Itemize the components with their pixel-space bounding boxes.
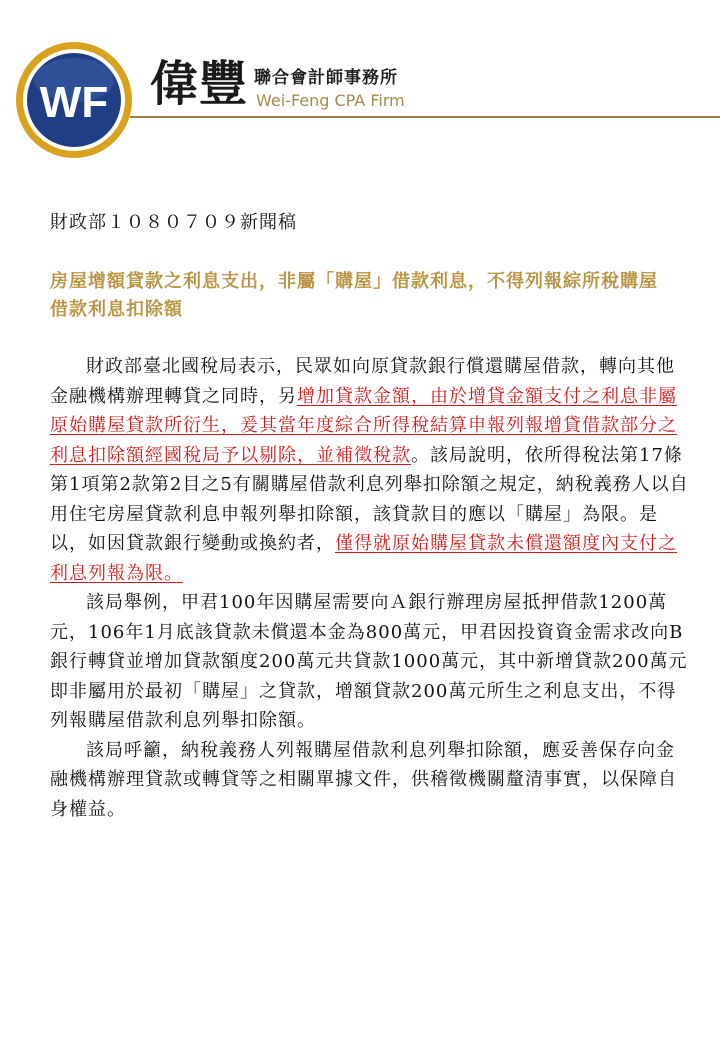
press-release-title: 財政部１０８０７０９新聞稿 <box>50 212 297 233</box>
paragraph-3: 該局呼籲，納稅義務人列報購屋借款利息列舉扣除額，應妥善保存向金融機構辦理貸款或轉貸等之相關單據文件，供稽徵機關釐清事實，以保障自身權益。 <box>50 739 677 820</box>
article-body <box>50 352 690 824</box>
firm-subtitle-cn: 聯合會計師事務所 <box>254 68 398 88</box>
paragraph-2: 該局舉例，甲君100年因購屋需要向Ａ銀行辦理房屋抵押借款1200萬元，106年1月底該貸款未償還本金為800萬元，甲君因投資資金需求改向B銀行轉貸並增加貸款額度200萬元共貸款1000萬元，其中新增貸款200萬元即非屬用於最初「購屋」之貸款，增額貸款200萬元所生之利息支出，不得列報購屋借款利息列舉扣除額。 <box>50 592 688 731</box>
firm-logo <box>0 0 150 160</box>
letterhead-rule <box>130 116 720 118</box>
letterhead <box>0 0 720 160</box>
paragraph-1-text-b: 。該局說明，依所得稅法第17條第1項第2款第2目之5有關購屋借款利息列舉扣除額之規定，納稅義務人以自用住宅房屋貸款利息申報列舉扣除額，該貸款目的應以「購屋」為限。是以，如因貸款銀行變動或換約者， <box>50 444 689 554</box>
paragraph-1-text-a: 財政部臺北國稅局表示，民眾如向原貸款銀行償還購屋借款，轉向其他金融機構辦理轉貸之同時，另 <box>50 356 675 407</box>
logo-letters: WF <box>39 78 109 127</box>
headline: 房屋增額貸款之利息支出，非屬「購屋」借款利息，不得列報綜所稅購屋借款利息扣除額 <box>50 271 658 320</box>
highlight-original-loan-limit: 僅得就原始購屋貸款未償還額度內支付之利息列報為限。 <box>50 533 677 584</box>
paragraph-1 <box>50 352 690 588</box>
firm-name-en: Wei-Feng CPA Firm <box>256 91 405 110</box>
highlight-increased-loan: 增加貸款金額，由於增貸金額支付之利息非屬原始購屋貸款所衍生，爰其當年度綜合所得稅結算申報列報增貸借款部分之利息扣除額經國稅局予以剔除，並補徵稅款 <box>50 385 677 466</box>
firm-name-cn: 偉豐 <box>150 56 249 112</box>
